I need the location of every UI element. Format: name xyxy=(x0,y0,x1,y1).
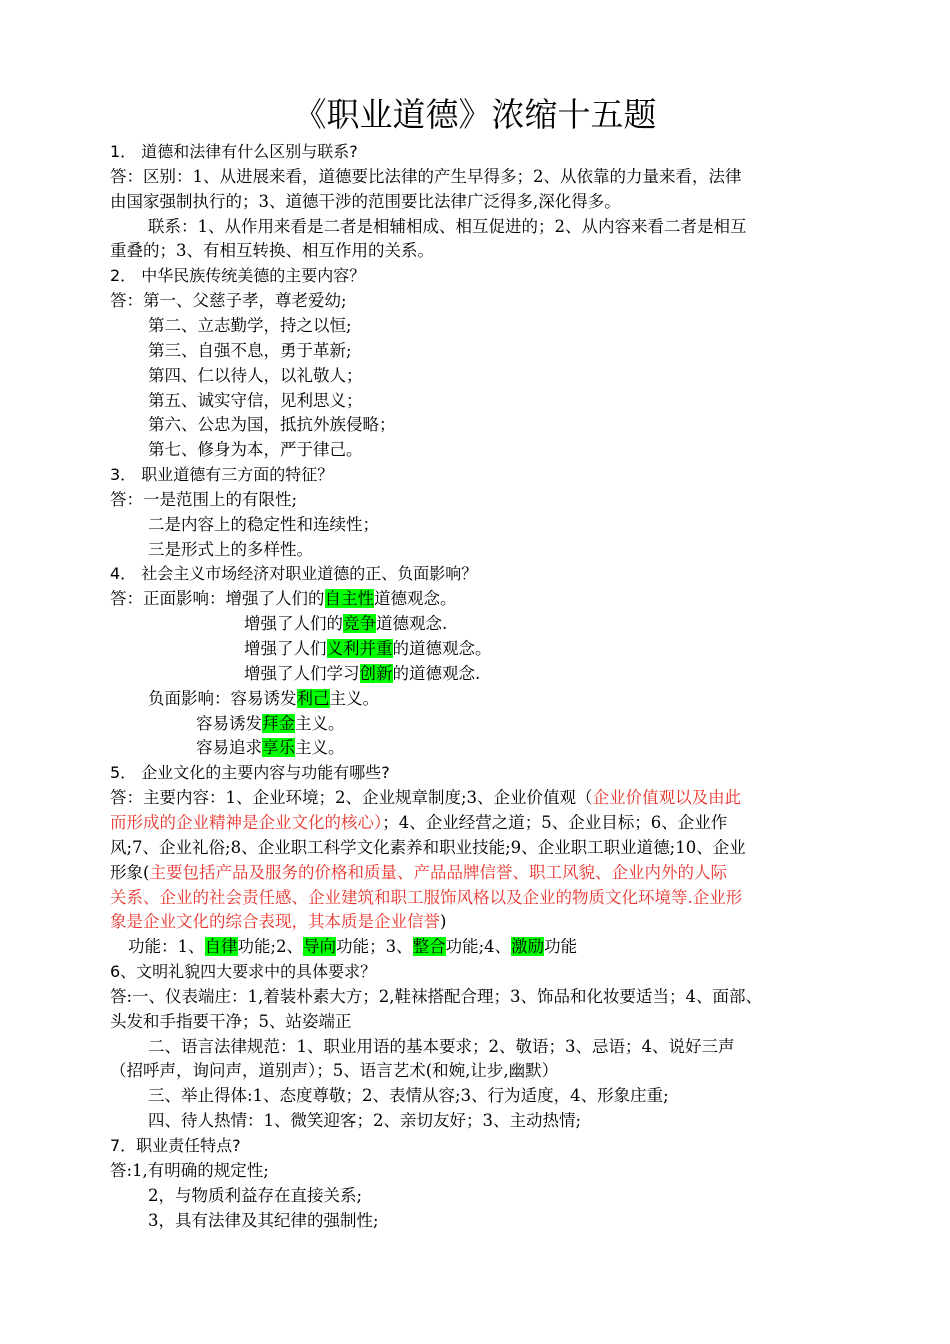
text-segment: 答：一是范围上的有限性; xyxy=(110,489,298,509)
text-segment: 答：区别：1、从进展来看，道德要比法律的产生早得多；2、从依靠的力量来看，法律 xyxy=(110,166,742,186)
text-segment: 功能；3、 xyxy=(336,937,413,957)
text-line xyxy=(128,935,577,960)
text-line xyxy=(148,1209,379,1234)
text-line xyxy=(110,239,434,264)
text-segment: 答:1,有明确的规定性; xyxy=(110,1160,269,1180)
text-line xyxy=(148,1184,362,1209)
highlighted-keyword: 竞争 xyxy=(343,614,376,634)
text-segment: 答：第一、父慈子孝，尊老爱幼; xyxy=(110,291,347,311)
question-heading xyxy=(110,140,358,165)
highlighted-keyword: 义利并重 xyxy=(326,639,393,658)
text-line xyxy=(148,314,352,339)
text-segment: 主义。 xyxy=(295,738,345,758)
text-segment: 增强了人们的 xyxy=(244,614,343,634)
text-segment: 三、举止得体:1、态度尊敬；2、表情从容;3、行为适度，4、形象庄重; xyxy=(148,1086,669,1106)
text-segment: 3，具有法律及其纪律的强制性; xyxy=(148,1210,379,1230)
highlighted-keyword: 利己 xyxy=(296,688,330,708)
text-line xyxy=(148,215,747,240)
text-line xyxy=(148,438,363,463)
document-title: 《职业道德》浓缩十五题 xyxy=(293,95,657,134)
text-segment: 四、待人热情：1、微笑迎客；2、亲切友好；3、主动热情; xyxy=(148,1111,582,1131)
text-segment: 第六、公忠为国，抵抗外族侵略； xyxy=(148,415,396,435)
highlighted-keyword: 创新 xyxy=(359,663,393,683)
red-emphasis-text: 企业价值观以及由此 xyxy=(592,788,742,808)
text-segment: 1． 道德和法律有什么区别与联系? xyxy=(110,142,358,161)
text-segment: 形象( xyxy=(110,862,150,882)
text-segment: 5． 企业文化的主要内容与功能有哪些? xyxy=(110,763,390,783)
text-segment: 风;7、企业礼俗;8、企业职工科学文化素养和职业技能;9、企业职工职业道德;10、企业 xyxy=(110,837,746,857)
text-line xyxy=(148,687,379,712)
text-segment: 3． 职业道德有三方面的特征？ xyxy=(110,465,334,485)
text-segment: 负面影响：容易诱发 xyxy=(148,688,297,708)
text-line xyxy=(148,413,396,438)
text-segment: 重叠的；3、有相互转换、相互作用的关系。 xyxy=(110,241,434,261)
text-line xyxy=(110,289,347,314)
text-line xyxy=(110,910,446,935)
text-segment: 6、文明礼貌四大要求中的具体要求？ xyxy=(110,962,377,982)
text-segment: 主义。 xyxy=(295,713,345,733)
text-line xyxy=(148,1109,581,1134)
text-line xyxy=(110,1010,352,1035)
text-line xyxy=(148,364,363,389)
text-segment: 第三、自强不息，勇于革新; xyxy=(148,340,352,360)
text-segment: 第四、仁以待人，以礼敬人； xyxy=(148,365,363,385)
red-emphasis-text: 主要包括产品及服务的价格和质量、产品品牌信誉、职工风貌、企业内外的人际 xyxy=(149,862,727,882)
question-heading xyxy=(110,463,333,488)
text-line xyxy=(148,1084,669,1109)
text-segment: 第二、立志勤学，持之以恒; xyxy=(148,315,352,335)
text-line xyxy=(196,736,345,761)
text-line xyxy=(196,712,345,737)
text-segment: 第七、修身为本，严于律己。 xyxy=(148,440,363,460)
highlighted-keyword: 自律 xyxy=(204,937,238,957)
text-line xyxy=(110,786,741,811)
text-line xyxy=(148,1035,735,1060)
text-line xyxy=(110,811,727,836)
text-segment: 2． 中华民族传统美德的主要内容？ xyxy=(110,266,366,286)
question-heading xyxy=(110,761,390,786)
text-segment: ；4、企业经营之道；5、企业目标；6、企业作 xyxy=(382,812,728,832)
text-segment: 道德观念。 xyxy=(374,589,457,609)
text-line xyxy=(110,488,297,513)
text-segment: 答：主要内容：1、企业环境；2、企业规章制度;3、企业价值观（ xyxy=(110,788,593,808)
highlighted-keyword: 导向 xyxy=(303,937,337,957)
text-line xyxy=(110,836,746,861)
question-heading xyxy=(110,960,376,985)
text-segment: （招呼声，询问声，道别声）；5、语言艺术(和婉,让步,幽默） xyxy=(110,1061,559,1081)
text-line xyxy=(110,985,762,1010)
text-segment: 2，与物质利益存在直接关系; xyxy=(148,1185,363,1205)
text-line xyxy=(110,587,457,612)
text-segment: 功能;4、 xyxy=(445,937,512,957)
text-segment: ) xyxy=(440,912,447,932)
text-line xyxy=(110,1059,558,1084)
text-line xyxy=(148,513,379,538)
text-segment: 主义。 xyxy=(329,688,379,708)
red-emphasis-text: 而形成的企业精神是企业文化的核心） xyxy=(110,812,383,832)
text-line xyxy=(148,538,313,563)
text-segment: 的道德观念。 xyxy=(392,639,492,658)
question-heading xyxy=(110,1134,241,1159)
text-segment: 二、语言法律规范：1、职业用语的基本要求；2、敬语；3、忌语；4、说好三声 xyxy=(148,1036,735,1056)
highlighted-keyword: 自主性 xyxy=(324,589,374,609)
text-segment: 联系：1、从作用来看是二者是相辅相成、相互促进的；2、从内容来看二者是相互 xyxy=(148,216,747,236)
text-segment: 二是内容上的稳定性和连续性； xyxy=(148,514,379,534)
question-heading xyxy=(110,264,365,289)
highlighted-keyword: 拜金 xyxy=(262,713,295,733)
text-line xyxy=(110,1159,269,1184)
text-segment: 答:一、仪表端庄：1,着装朴素大方；2,鞋袜搭配合理；3、饰品和化妆要适当；4、面部、 xyxy=(110,986,763,1006)
text-line xyxy=(244,637,492,662)
text-segment: 第五、诚实守信，见利思义； xyxy=(148,390,363,410)
text-segment: 增强了人们 xyxy=(244,639,327,658)
red-emphasis-text: 关系、企业的社会责任感、企业建筑和职工服饰风格以及企业的物质文化环境等.企业形 xyxy=(110,887,743,907)
text-segment: 头发和手指要干净；5、站姿端正 xyxy=(110,1011,352,1031)
text-segment: 功能;2、 xyxy=(237,937,304,957)
text-segment: 7．职业责任特点? xyxy=(110,1136,241,1155)
highlighted-keyword: 激励 xyxy=(511,937,545,957)
text-segment: 三是形式上的多样性。 xyxy=(148,539,313,559)
text-line xyxy=(110,190,621,215)
text-line xyxy=(244,612,447,637)
text-segment: 增强了人们学习 xyxy=(244,663,360,683)
question-heading xyxy=(110,562,477,587)
text-segment: 由国家强制执行的；3、道德干涉的范围要比法律广泛得多,深化得多。 xyxy=(110,191,621,211)
text-segment: 4． 社会主义市场经济对职业道德的正、负面影响？ xyxy=(110,564,478,584)
text-line xyxy=(110,861,727,886)
text-segment: 道德观念. xyxy=(376,614,448,634)
text-segment: 功能：1、 xyxy=(128,937,205,957)
text-line xyxy=(110,165,742,190)
text-segment: 答：正面影响：增强了人们的 xyxy=(110,589,325,609)
text-segment: 的道德观念. xyxy=(392,663,481,683)
text-line xyxy=(244,662,480,687)
highlighted-keyword: 整合 xyxy=(412,937,446,957)
text-segment: 功能 xyxy=(544,937,578,957)
highlighted-keyword: 享乐 xyxy=(262,738,295,758)
text-segment: 容易诱发 xyxy=(196,713,262,733)
text-segment: 容易追求 xyxy=(196,738,262,758)
text-line xyxy=(148,339,352,364)
text-line xyxy=(110,886,742,911)
text-line xyxy=(148,389,363,414)
red-emphasis-text: 象是企业文化的综合表现，其本质是企业信誉 xyxy=(110,912,440,932)
